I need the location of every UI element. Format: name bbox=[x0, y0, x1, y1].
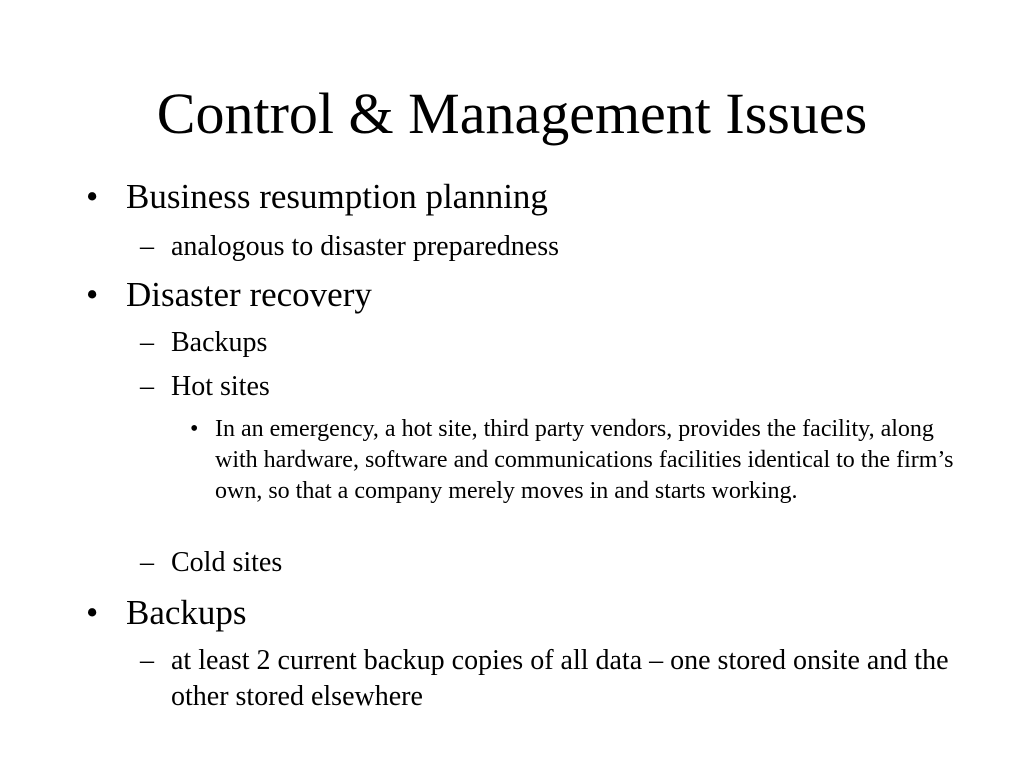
sub-item-backup-copies bbox=[140, 643, 971, 715]
bullet-text: Business resumption planning bbox=[126, 177, 548, 216]
bullet-marker: • bbox=[86, 593, 99, 632]
sub-item-text: at least 2 current backup copies of all data – one stored onsite and the other stored elsewhere bbox=[171, 645, 949, 712]
sub-item-text: Hot sites bbox=[171, 371, 270, 402]
sub-item-text: Backups bbox=[171, 327, 268, 358]
bullet-text: Disaster recovery bbox=[126, 275, 372, 314]
sub-item-text: analogous to disaster preparedness bbox=[171, 231, 559, 262]
sub-item-hot-sites bbox=[140, 369, 971, 405]
sub-item-analogous bbox=[140, 229, 971, 265]
sub-item-text: Cold sites bbox=[171, 547, 283, 578]
sub-sub-item-text: In an emergency, a hot site, third party vendors, provides the facility, along with hardware, software and communications facilities identical to the firm’s own, so that a company merely moves in and starts working. bbox=[215, 416, 954, 504]
bullet-marker: • bbox=[86, 177, 99, 216]
bullet-marker: • bbox=[190, 416, 199, 442]
dash-marker: – bbox=[140, 231, 154, 262]
dash-marker: – bbox=[140, 547, 154, 578]
bullet-marker: • bbox=[86, 275, 99, 314]
bullet-item-disaster-recovery bbox=[86, 275, 976, 315]
sub-item-cold-sites bbox=[140, 545, 971, 581]
dash-marker: – bbox=[140, 327, 154, 358]
bullet-item-business-resumption-planning bbox=[86, 177, 976, 217]
bullet-item-backups bbox=[86, 593, 976, 633]
dash-marker: – bbox=[140, 371, 154, 402]
dash-marker: – bbox=[140, 645, 154, 676]
sub-item-backups bbox=[140, 325, 971, 361]
bullet-text: Backups bbox=[126, 593, 247, 632]
slide-title: Control & Management Issues bbox=[156, 81, 868, 146]
sub-sub-item-hot-site-description bbox=[190, 414, 955, 507]
